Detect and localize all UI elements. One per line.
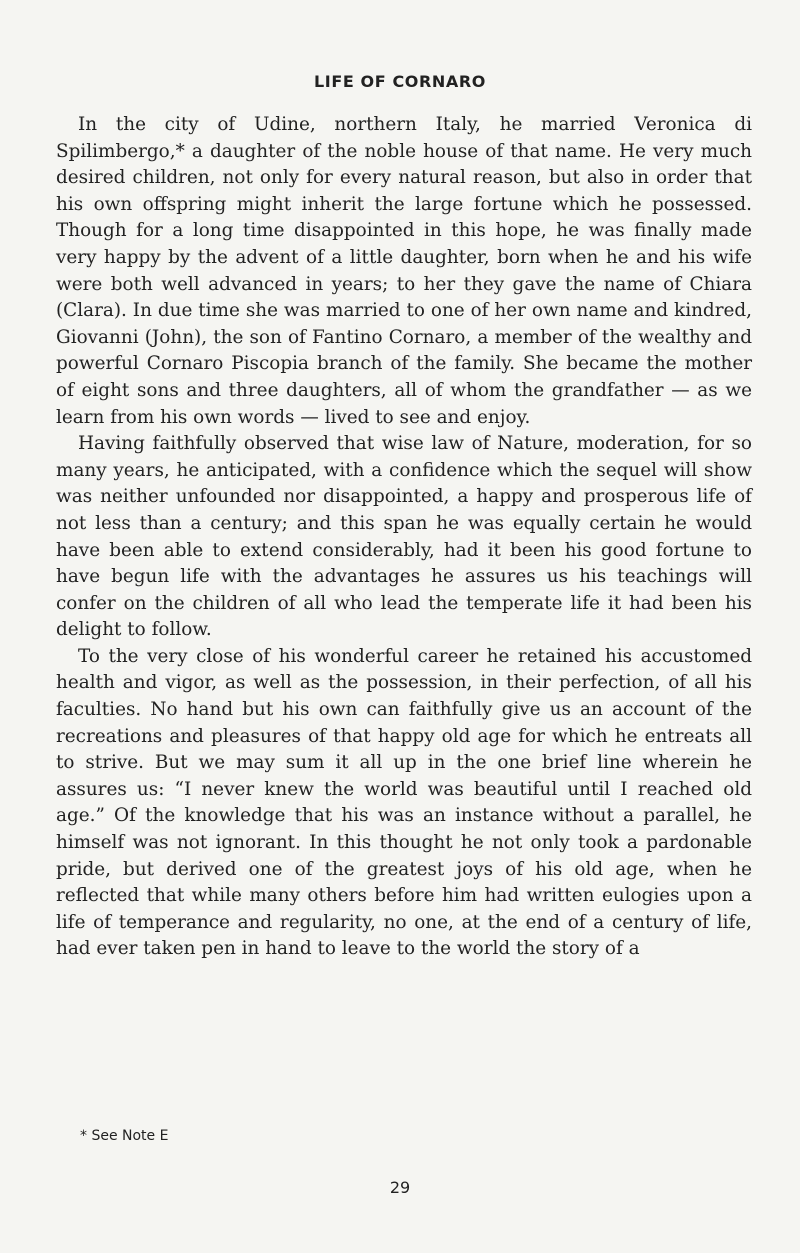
paragraph: Having faithfully observed that wise law of Nature, moderation, for so many years, he anticipated, with a confidence which the sequel will show was neither unfounded nor disappointed, a happy and prosperous life of not less than a century; and this span he was equally certain he would have been able to extend considerably, had it been his good fortune to have begun life with the advantages he assures us his teachings will confer on the children of all who lead the temperate life it had been his delight to follow. <box>56 433 752 641</box>
body-text <box>56 112 752 963</box>
running-head: LIFE OF CORNARO <box>313 72 487 91</box>
page-number: 29 <box>389 1178 411 1197</box>
footnote: * See Note E <box>80 1128 169 1144</box>
paragraph: To the very close of his wonderful career he retained his accustomed health and vigor, as well as the possession, in their perfection, of all his faculties. No hand but his own can faithfully give us an account of the recreations and pleasures of that happy old age for which he entreats all to strive. But we may sum it all up in the one brief line wherein he assures us: “I never knew the world was beautiful until I reached old age.” Of the knowledge that his was an instance without a parallel, he himself was not ignorant. In this thought he not only took a pardonable pride, but derived one of the greatest joys of his old age, when he reflected that while many others before him had written eulogies upon a life of temperance and regularity, no one, at the end of a century of life, had ever taken pen in hand to leave to the world the story of a <box>56 645 752 960</box>
paragraph: In the city of Udine, northern Italy, he married Veronica di Spilimbergo,* a daughter of the noble house of that name. He very much desired children, not only for every natural reason, but also in order that his own offspring might inherit the large fortune which he possessed. Though for a long time disappointed in this hope, he was finally made very happy by the advent of a little daughter, born when he and his wife were both well advanced in years; to her they gave the name of Chiara (Clara). In due time she was married to one of her own name and kindred, Giovanni (John), the son of Fantino Cornaro, a member of the wealthy and powerful Cornaro Piscopia branch of the family. She became the mother of eight sons and three daughters, all of whom the grandfather — as we learn from his own words — lived to see and enjoy. <box>56 114 752 428</box>
